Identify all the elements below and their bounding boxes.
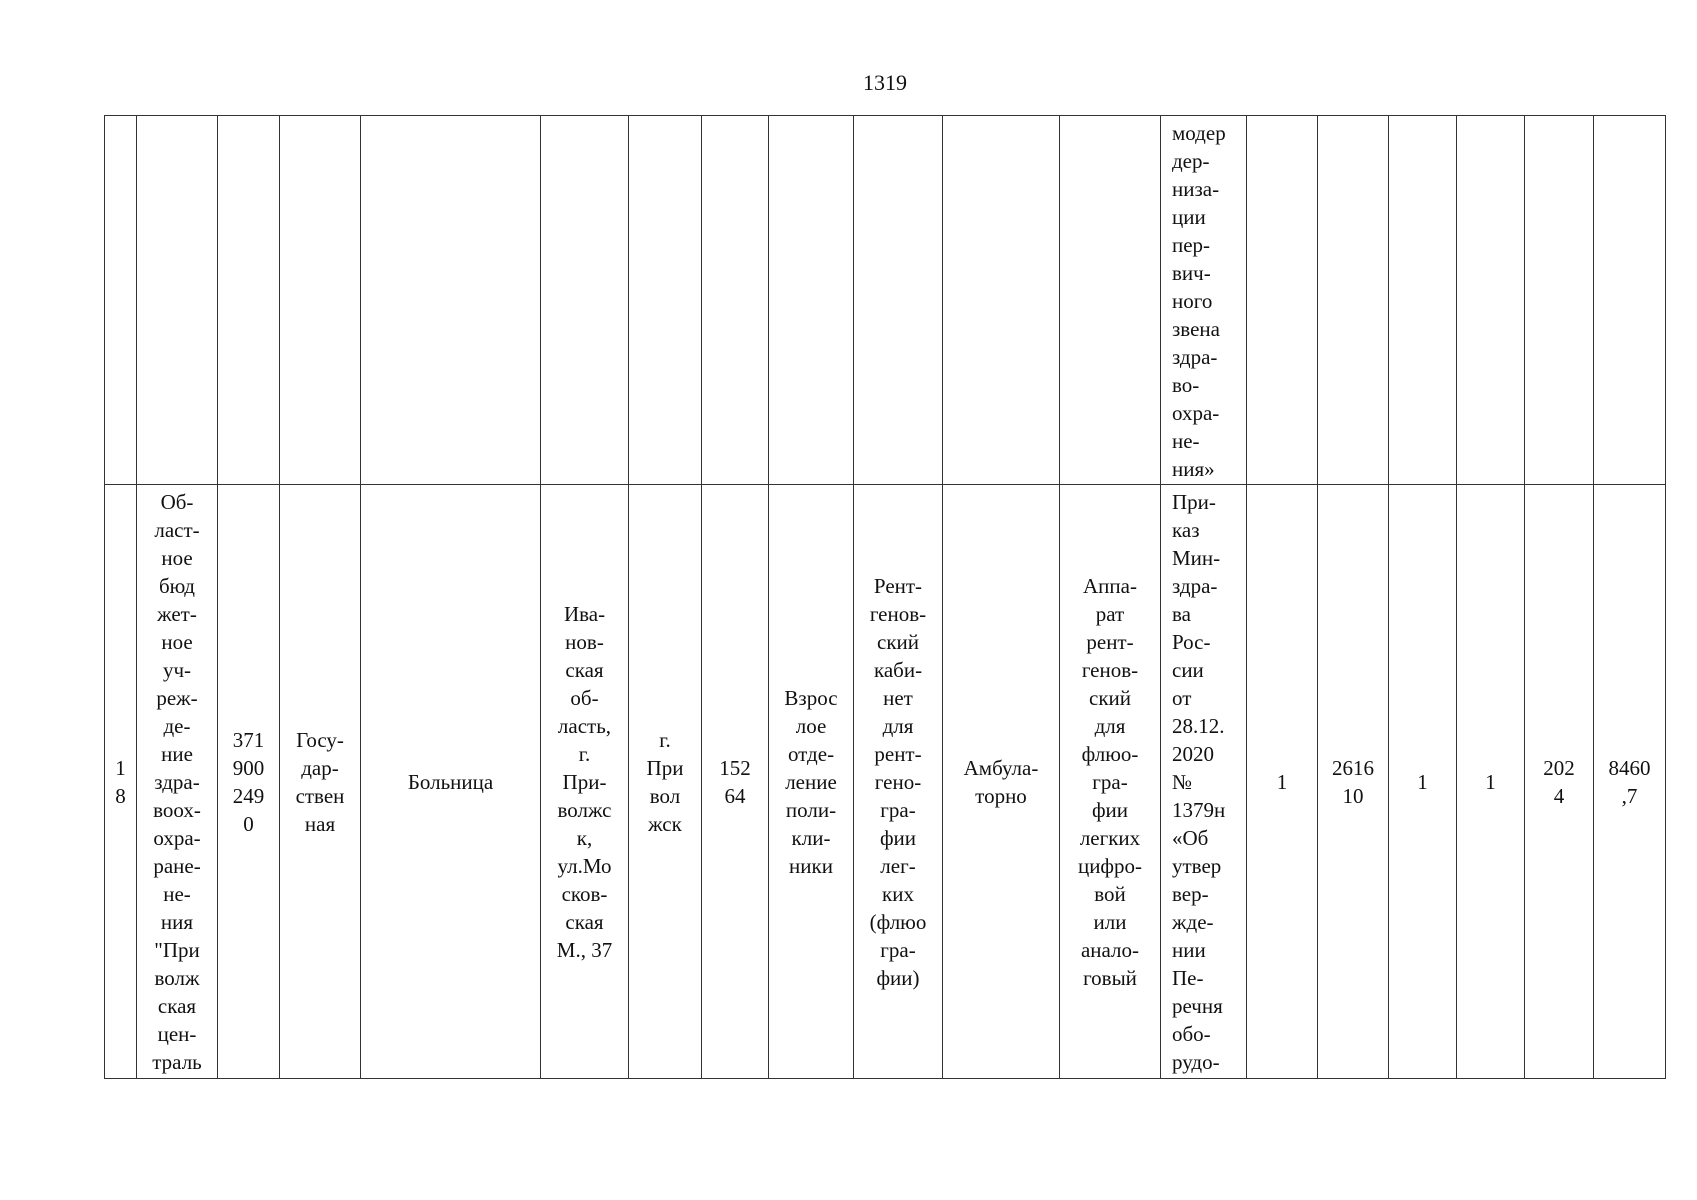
cell-line: рудо- xyxy=(1172,1050,1220,1074)
cell-line: Ива- xyxy=(563,601,606,626)
cell-line: не- xyxy=(1172,429,1200,453)
equipment-table xyxy=(104,115,1666,1079)
cell-line: сии xyxy=(1172,658,1204,682)
cell-line: 371 xyxy=(232,727,265,752)
cell-line: 28.12. xyxy=(1172,714,1225,738)
cell-line: № xyxy=(1172,770,1193,794)
cell-line: При- xyxy=(1172,490,1216,514)
cell-code xyxy=(1318,485,1389,1079)
cell-line: пер- xyxy=(1172,233,1211,257)
cell-col17: 1 xyxy=(1457,485,1525,1079)
cell-line: каби- xyxy=(873,657,923,682)
cell-col16: 1 xyxy=(1389,485,1457,1079)
cell-line: «Об xyxy=(1172,826,1209,850)
cell-line: Амбула- xyxy=(963,755,1039,780)
cell-line: рент- xyxy=(874,741,922,766)
cell-line: 10 xyxy=(1342,783,1364,808)
cell-line: жде- xyxy=(1172,910,1214,934)
cell-line: ление xyxy=(785,769,837,794)
cell-line: ние xyxy=(161,742,193,766)
cell-facility-type: Больница xyxy=(361,485,541,1079)
cell-line: фии) xyxy=(876,965,920,990)
cell-line: нии xyxy=(1172,938,1206,962)
cell-line: говый xyxy=(1083,965,1137,990)
cell-line: 900 xyxy=(232,755,265,780)
cell-line: ния» xyxy=(1172,457,1215,481)
cell-line: нет xyxy=(883,685,913,710)
cell-city xyxy=(629,485,702,1079)
cell-line: обо- xyxy=(1172,1022,1211,1046)
cell-line: об- xyxy=(570,685,599,710)
cont-cell-address xyxy=(541,116,629,485)
cell-ownership xyxy=(280,485,361,1079)
cell-line: лег- xyxy=(880,853,916,878)
cell-line: лое xyxy=(795,713,827,738)
cell-line: 1379н xyxy=(1172,798,1226,822)
cont-cell-num xyxy=(105,116,137,485)
cell-line: ский xyxy=(1089,685,1131,710)
cell-line: ул.Мо xyxy=(557,853,612,878)
cell-line: дер- xyxy=(1172,149,1210,173)
cell-line: рат xyxy=(1095,601,1125,626)
cell-line: 4 xyxy=(1553,783,1565,808)
cell-line: ская xyxy=(157,994,197,1018)
cell-cost xyxy=(1594,485,1666,1079)
cell-line: ния xyxy=(160,910,194,934)
cont-cell-year xyxy=(1525,116,1594,485)
cell-line: утвер xyxy=(1172,854,1222,878)
cell-line: вой xyxy=(1094,881,1126,906)
cell-line: дар- xyxy=(301,755,339,780)
cell-line: сков- xyxy=(561,881,608,906)
cell-line: ская xyxy=(565,657,604,682)
cell-line: генов- xyxy=(869,601,927,626)
cont-cell-cost xyxy=(1594,116,1666,485)
cell-line: не- xyxy=(163,882,191,906)
cell-line: от xyxy=(1172,686,1192,710)
cell-line: кли- xyxy=(791,825,831,850)
cont-cell-population xyxy=(702,116,769,485)
cell-line: Об- xyxy=(160,490,194,514)
cell-line: 202 xyxy=(1543,755,1575,780)
cell-line: ский xyxy=(877,629,919,654)
cell-line: ране- xyxy=(153,854,201,878)
cell-order xyxy=(1161,485,1247,1079)
cell-inn xyxy=(218,485,280,1079)
cell-line: легких xyxy=(1079,825,1141,850)
cell-line: волжс xyxy=(557,797,612,822)
cell-line: ники xyxy=(789,853,833,878)
cell-line: бюд xyxy=(159,574,195,598)
cell-line: 64 xyxy=(724,783,746,808)
cell-line: При xyxy=(646,755,684,780)
cell-line: модер xyxy=(1172,121,1226,145)
cell-line: или xyxy=(1093,909,1127,934)
cell-line: "При xyxy=(154,938,200,962)
cell-line: ,7 xyxy=(1621,783,1638,808)
cell-line: вич- xyxy=(1172,261,1211,285)
cont-cell-department xyxy=(769,116,854,485)
cell-line: де- xyxy=(163,714,191,738)
cell-line: г. xyxy=(578,741,591,766)
cont-cell-type xyxy=(361,116,541,485)
cell-line: ласть, xyxy=(557,713,612,738)
cell-line: 8460 xyxy=(1608,755,1651,780)
cont-cell-ownership xyxy=(280,116,361,485)
cell-line: 152 xyxy=(719,755,751,780)
cell-line: гра- xyxy=(1092,769,1128,794)
cell-line: Госу- xyxy=(296,727,344,752)
cell-line: воох- xyxy=(153,798,201,822)
page-number: 1319 xyxy=(863,70,907,95)
cell-line: генов- xyxy=(1081,657,1139,682)
cell-line: Пе- xyxy=(1172,966,1204,990)
cell-line: вол xyxy=(649,783,681,808)
cell-line: Рос- xyxy=(1172,630,1211,654)
cell-line: фии xyxy=(879,825,917,850)
cell-room xyxy=(854,485,943,1079)
cell-line: отде- xyxy=(787,741,835,766)
cell-line: охра- xyxy=(153,826,201,850)
cell-line: здра- xyxy=(1172,574,1218,598)
cell-line: При- xyxy=(562,769,607,794)
cell-line: ствен xyxy=(295,783,345,808)
cell-line: гра- xyxy=(880,797,916,822)
cell-line: г. xyxy=(659,727,671,752)
cell-line: низа- xyxy=(1172,177,1220,201)
cell-line: ких xyxy=(882,881,914,906)
cell-line: рент- xyxy=(1086,629,1134,654)
cell-year xyxy=(1525,485,1594,1079)
cont-cell-col16 xyxy=(1389,116,1457,485)
cell-line: нов- xyxy=(565,629,604,654)
cell-line: гено- xyxy=(874,769,922,794)
cell-line: поли- xyxy=(785,797,837,822)
cell-conditions xyxy=(943,485,1060,1079)
cell-line: ного xyxy=(1172,289,1213,313)
cont-cell-col17 xyxy=(1457,116,1525,485)
cell-line: 2020 xyxy=(1172,742,1214,766)
cell-line: 249 xyxy=(232,783,265,808)
cont-cell-inn xyxy=(218,116,280,485)
cell-line: Мин- xyxy=(1172,546,1221,570)
cell-line: жет- xyxy=(157,602,197,626)
cell-line: ции xyxy=(1172,205,1206,229)
cell-line: ва xyxy=(1172,602,1191,626)
cont-cell-city xyxy=(629,116,702,485)
cell-line: Взрос xyxy=(784,685,838,710)
cell-line: 8 xyxy=(115,783,126,808)
cell-line: торно xyxy=(975,783,1027,808)
cell-line: вер- xyxy=(1172,882,1209,906)
cell-line: фии xyxy=(1091,797,1129,822)
cell-line: анало- xyxy=(1080,937,1140,962)
cell-line: волж xyxy=(154,966,200,990)
cell-line: цифро- xyxy=(1077,853,1143,878)
cell-row-number xyxy=(105,485,137,1079)
cell-line: Аппа- xyxy=(1083,573,1137,598)
cont-cell-room xyxy=(854,116,943,485)
cell-line: во- xyxy=(1172,373,1200,397)
cell-line: ное xyxy=(161,630,193,654)
cont-cell-equipment xyxy=(1060,116,1161,485)
cell-line: 1 xyxy=(115,755,126,780)
cont-cell-code xyxy=(1318,116,1389,485)
cell-line: 2616 xyxy=(1332,755,1374,780)
cell-line: уч- xyxy=(162,658,192,682)
cell-line: цен- xyxy=(157,1022,197,1046)
cell-line: ласт- xyxy=(154,518,200,542)
cell-line: реж- xyxy=(156,686,198,710)
cell-department xyxy=(769,485,854,1079)
cell-line: флюо- xyxy=(1081,741,1139,766)
cell-line: гра- xyxy=(880,937,916,962)
cell-quantity: 1 xyxy=(1247,485,1318,1079)
cell-line: ская xyxy=(565,909,604,934)
cell-line: Рент- xyxy=(873,573,923,598)
cont-cell-order xyxy=(1161,116,1247,485)
continuation-row xyxy=(105,116,1666,485)
cell-address xyxy=(541,485,629,1079)
cell-equipment xyxy=(1060,485,1161,1079)
cell-line: траль xyxy=(152,1050,202,1074)
cell-line: ное xyxy=(161,546,193,570)
cont-cell-org xyxy=(137,116,218,485)
cont-cell-qty xyxy=(1247,116,1318,485)
cell-line: охра- xyxy=(1172,401,1220,425)
cell-line: для xyxy=(882,713,914,738)
cont-cell-conditions xyxy=(943,116,1060,485)
cell-line: здра- xyxy=(1172,345,1218,369)
cell-line: звена xyxy=(1172,317,1220,341)
cell-line: ная xyxy=(304,811,336,836)
cell-line: каз xyxy=(1172,518,1200,542)
cell-line: речня xyxy=(1172,994,1223,1018)
cell-line: жск xyxy=(648,811,682,836)
cell-line: к, xyxy=(576,825,593,850)
cell-organization xyxy=(137,485,218,1079)
cell-line: (флюо xyxy=(869,909,927,934)
table-row-18 xyxy=(105,485,1666,1079)
cell-population xyxy=(702,485,769,1079)
cell-line: здра- xyxy=(154,770,200,794)
cell-line: 0 xyxy=(243,811,254,836)
cell-line: для xyxy=(1094,713,1126,738)
cell-line: М., 37 xyxy=(556,937,613,962)
